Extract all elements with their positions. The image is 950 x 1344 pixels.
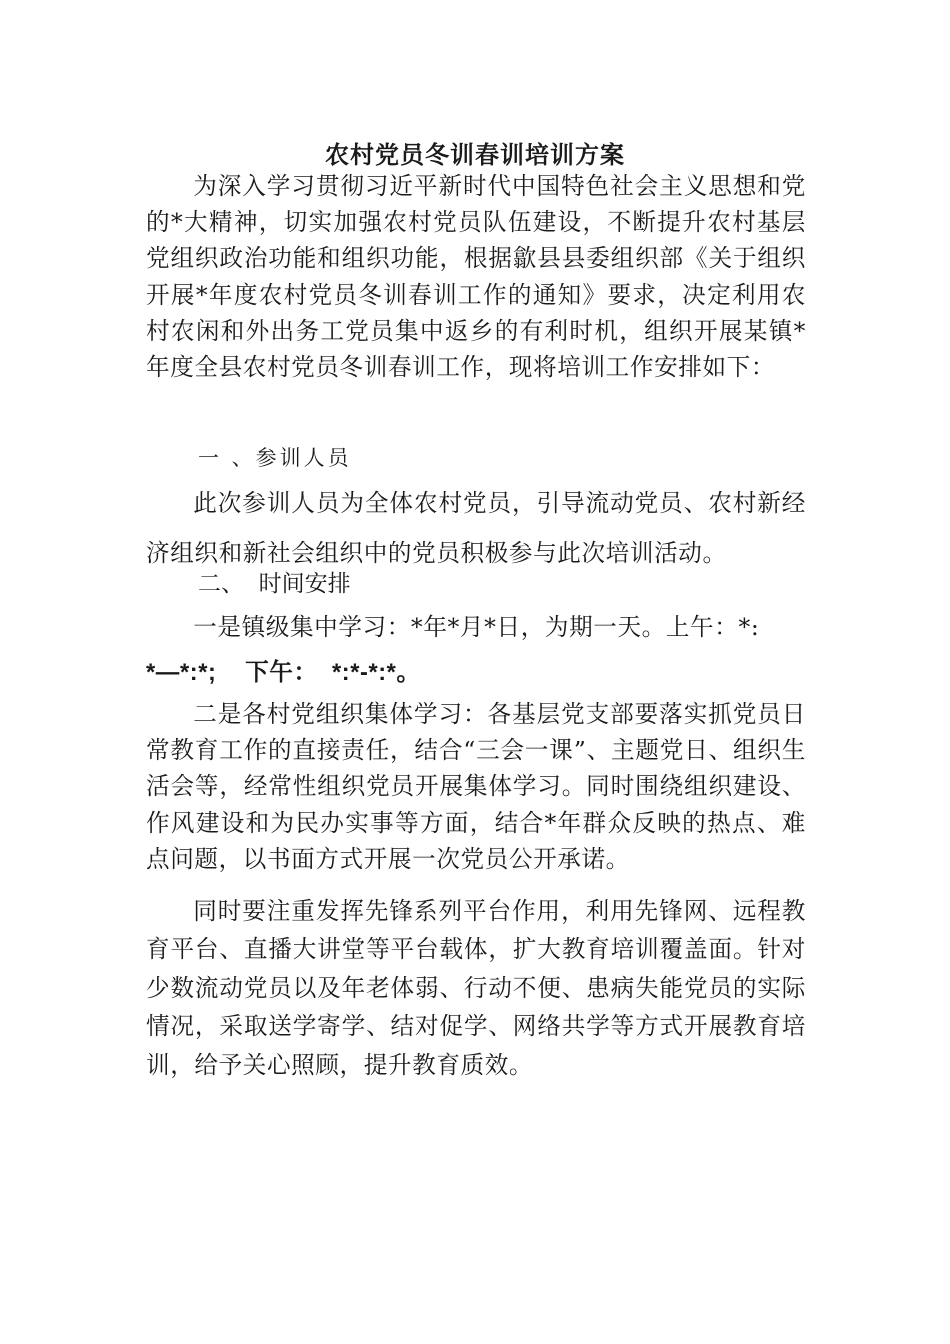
section-heading-schedule: 二、 时间安排	[198, 571, 351, 597]
schedule-line-1: 一是镇级集中学习：*年*月*日，为期一天。上午：*:	[193, 613, 760, 641]
schedule-line-2: *—*:*; 下午： *:*-*:*。	[146, 660, 421, 686]
participants-paragraph: 此次参训人员为全体农村党员，引导流动党员、农村新经济组织和新社会组织中的党员积极参与此次培训活动。	[146, 489, 806, 567]
schedule-paragraph	[146, 604, 806, 696]
intro-paragraph: 为深入学习贯彻习近平新时代中国特色社会主义思想和党的*大精神，切实加强农村党员队伍建设，不断提升农村基层党组织政治功能和组织功能，根据歙县县委组织部《关于组织开展*年度农村党员冬训春训工作的通知》要求，决定利用农村农闲和外出务工党员集中返乡的有利时机，组织开展某镇*年度全县农村党员冬训春训工作，现将培训工作安排如下：	[146, 172, 806, 382]
platform-paragraph: 同时要注重发挥先锋系列平台作用，利用先锋网、远程教育平台、直播大讲堂等平台载体，扩大教育培训覆盖面。针对少数流动党员以及年老体弱、行动不便、患病失能党员的实际情况，采取送学寄学、结对促学、网络共学等方式开展教育培训，给予关心照顾，提升教育质效。	[146, 897, 806, 1079]
section-heading-participants: 一 、参训人员	[198, 446, 352, 470]
document-title: 农村党员冬训春训培训方案	[325, 141, 625, 170]
village-study-paragraph: 二是各村党组织集体学习：各基层党支部要落实抓党员日常教育工作的直接责任，结合“三会一课”、主题党日、组织生活会等，经常性组织党员开展集体学习。同时围绕组织建设、作风建设和为民办实事等方面，结合*年群众反映的热点、难点问题，以书面方式开展一次党员公开承诺。	[146, 700, 806, 873]
